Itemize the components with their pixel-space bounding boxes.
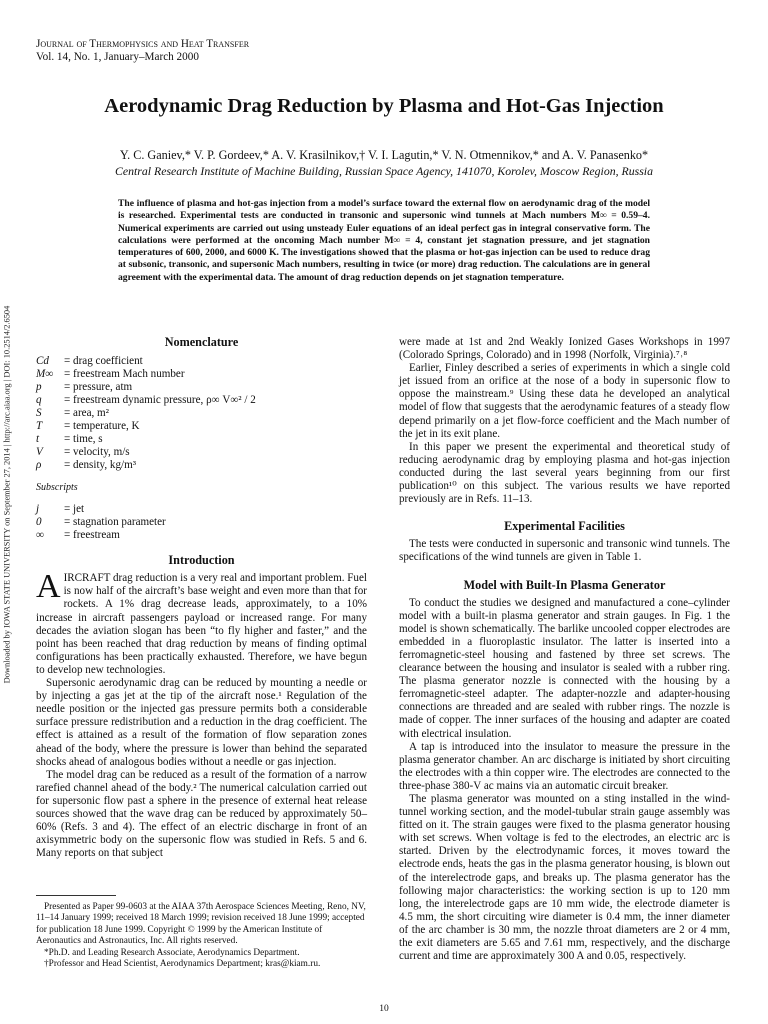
right-paragraph-1: were made at 1st and 2nd Weakly Ionized Gases Workshops in 1997 (Colorado Springs, Colorado) and in 1998 (Norfolk, Virginia).⁷˒⁸ [399,336,730,362]
subscripts-heading: Subscripts [36,482,78,494]
nomenclature-definition: = drag coefficient [64,355,143,368]
nomenclature-row [36,420,367,433]
footnote-author-1: *Ph.D. and Leading Research Associate, Aerodynamics Department. [44,947,300,958]
nomenclature-row [36,381,367,394]
left-column [36,336,367,860]
nomenclature-row [36,516,367,529]
nomenclature-symbol: q [36,394,42,407]
nomenclature-row [36,368,367,381]
affiliation: Central Research Institute of Machine Building, Russian Space Agency, 141070, Korolev, Moscow Region, Russia [115,164,653,178]
right-paragraph-3: In this paper we present the experimental and theoretical study of reducing aerodynamic drag by employing plasma and hot-gas injection conducted during the last several years beginning from our first publication¹⁰ on this subject. The various results we have reported previously are in Refs. 11–13. [399,440,730,506]
journal-header [36,38,249,64]
nomenclature-list [36,355,367,472]
right-column [399,336,730,963]
nomenclature-symbol: 0 [36,516,42,529]
footnote-rule [36,895,116,896]
right-paragraph-2: Earlier, Finley described a series of experiments in which a single cold jet issued from an orifice at the nose of a body in supersonic flow to oppose the mainstream.⁹ Using these data he developed an analytical model of flow that suggests that the aerodynamic features of a steady flow depend primarily on a jet flow-force coefficient and the Mach number of the jet in its exit plane. [399,362,730,440]
nomenclature-row [36,407,367,420]
nomenclature-row [36,529,367,542]
nomenclature-symbol: Cd [36,355,49,368]
nomenclature-symbol: M∞ [36,368,54,381]
footnotes [36,895,367,970]
model-paragraph-2: A tap is introduced into the insulator to measure the pressure in the plasma generator chamber. An arc discharge is initiated by short circuiting the electrodes with a thin copper wire. The electrodes are connected to the three-phase 380-V ac mains via an automatic circuit breaker. [399,740,730,792]
abstract: The influence of plasma and hot-gas injection from a model’s surface toward the external flow on aerodynamic drag of the model is researched. Experimental tests are conducted in transonic and supersonic wind tunnels at Mach numbers M∞ = 0.59–4. Numerical experiments are carried out using unsteady Euler equations of an ideal perfect gas in integral conservative form. The calculations were performed at the oncoming Mach number M∞ = 4, constant jet stagnation pressure, and jet stagnation temperatures of 600, 2000, and 6000 K. The investigations showed that the plasma or hot-gas injection can be used to reduce drag at subsonic, transonic, and supersonic Mach numbers, resulting in twice (or more) drag reduction. The calculations are in general agreement with the experimental data. The amount of drag reduction depends on jet stagnation temperature. [118,198,650,283]
nomenclature-row [36,355,367,368]
nomenclature-row [36,503,367,516]
introduction-heading: Introduction [168,553,235,568]
nomenclature-symbol: V [36,446,43,459]
nomenclature-row [36,446,367,459]
facilities-paragraph: The tests were conducted in supersonic and transonic wind tunnels. The specifications of the wind tunnels are given in Table 1. [399,538,730,564]
intro-paragraph-1: AIRCRAFT drag reduction is a very real and important problem. Fuel is now half of the aircraft’s base weight and even more than that for rockets. A 1% drag decrease leads, approximately, to a 10% increase in aircraft passengers payload or increased range. For many decades the aviation slogan has been “to fly higher and faster,” and the point has been reached that drag reduction by means of finding optimal configurations has been practically exhausted. Therefore, we have begun to develop new technologies. [36,568,367,676]
model-paragraph-3: The plasma generator was mounted on a sting installed in the wind-tunnel working section, and the model-tubular strain gauge assembly was fitted on it. The strain gauges were fixed to the plasma generator housing with set screws. When voltage is fed to the electrodes, an electric arc is started. Driven by the electrodynamic forces, it moves toward the electrode ends, heats the gas in the plasma generator housing, is blown out of the interelectrode gaps, and breaks up. The plasma generator has the following major characteristics: the working section is up to 120 mm long, the interelectrode gaps are 10 mm wide, the electrode diameter is 4.5 mm, the short circuiting wire diameter is 0.4 mm, the inner diameter of the arc chamber is 30 mm, the nozzle throat diameters are 2 or 4 mm, the exit diameters are 5.65 and 7.61 mm, respectively, and the discharge current and time are approximately 300 A and 0.05, respectively. [399,793,730,963]
introduction-body [36,568,367,860]
download-notice: Downloaded by IOWA STATE UNIVERSITY on September 27, 2014 | http://arc.aiaa.org | DOI: 10.2514/2.6504 [2,305,12,684]
nomenclature-symbol: S [36,407,42,420]
nomenclature-symbol: ρ [36,459,42,472]
nomenclature-symbol: j [36,503,40,516]
nomenclature-row [36,459,367,472]
nomenclature-definition: = velocity, m/s [64,446,130,459]
footnote-received: Presented as Paper 99-0603 at the AIAA 37th Aerospace Sciences Meeting, Reno, NV, 11–14 January 1999; received 18 March 1999; revision received 18 June 1999; accepted for publication 18 June 1999. Copyright © 1999 by the American Institute of Aeronautics and Astronautics, Inc. All rights reserved. [36,902,366,947]
nomenclature-definition: = time, s [64,433,103,446]
nomenclature-symbol: p [36,381,42,394]
model-heading: Model with Built-In Plasma Generator [463,577,666,592]
page-number: 10 [379,1004,389,1014]
nomenclature-definition: = area, m² [64,407,109,420]
nomenclature-definition: = stagnation parameter [64,516,166,529]
nomenclature-symbol: t [36,433,40,446]
intro-paragraph-2: Supersonic aerodynamic drag can be reduced by mounting a needle or by injecting a gas jet at the tip of the aircraft nose.¹ Regulation of the needle position or the injected gas pressure permits both a considerable surface pressure redistribution and a reduction in the drag coefficient. The effect is attained as a result of the formation of flow separation zones ahead of the body, where the pressure is lower than behind the separated shocks ahead of analogous bodies without a needle or gas injection. [36,677,367,768]
nomenclature-row [36,433,367,446]
experimental-facilities-heading: Experimental Facilities [504,519,625,534]
model-paragraph-1: To conduct the studies we designed and manufactured a cone–cylinder model with a built-in plasma generator and strain gauges. In Fig. 1 the model is shown schematically. The barlike uncooled copper electrodes are embedded in a fluoroplastic insulator. The latter is inserted into a ferromagnetic-steel housing and fastened by three set screws. The clearance between the housing and insulator is sealed with a rubber ring. The plasma generator nozzle is connected with the housing by a ferromagnetic-steel adapter. The adapter-nozzle and adapter-housing connections are threaded and are sealed with rubber rings. The nozzle is made of copper. The inner surfaces of the housing and adapter are coated with electrical insulation. [399,596,730,740]
footnote-author-2: †Professor and Head Scientist, Aerodynamics Department; kras@kiam.ru. [44,959,321,970]
author-list: Y. C. Ganiev,* V. P. Gordeev,* A. V. Krasilnikov,† V. I. Lagutin,* V. N. Otmennikov,* and A. V. Panasenko* [119,148,649,162]
nomenclature-symbol: ∞ [36,529,44,542]
nomenclature-definition: = jet [64,503,85,516]
nomenclature-heading: Nomenclature [164,335,239,349]
nomenclature-definition: = temperature, K [64,420,140,433]
journal-name: Journal of Thermophysics and Heat Transfer [36,38,250,50]
journal-volume: Vol. 14, No. 1, January–March 2000 [36,51,199,63]
subscripts-list [36,503,367,542]
drop-cap: A [36,568,61,606]
nomenclature-definition: = freestream Mach number [64,368,185,381]
nomenclature-definition: = freestream [64,529,120,542]
nomenclature-definition: = pressure, atm [64,381,133,394]
nomenclature-definition: = density, kg/m³ [64,459,137,472]
intro-paragraph-3: The model drag can be reduced as a result of the formation of a narrow rarefied channel ahead of the body.² The numerical calculation carried out for supersonic flow past a sphere in the presence of external heat release sources showed that the wave drag can be reduced by approximately 50–60% (Refs. 3 and 4). The effect of an electric discharge in front of an axisymmetric body on the supersonic flow was studied in Refs. 5 and 6. Many reports on that subject [36,768,367,860]
nomenclature-row [36,394,367,407]
paper-title: Aerodynamic Drag Reduction by Plasma and Hot-Gas Injection [104,95,664,117]
nomenclature-definition: = freestream dynamic pressure, ρ∞ V∞² / 2 [64,394,256,407]
nomenclature-symbol: T [36,420,43,433]
